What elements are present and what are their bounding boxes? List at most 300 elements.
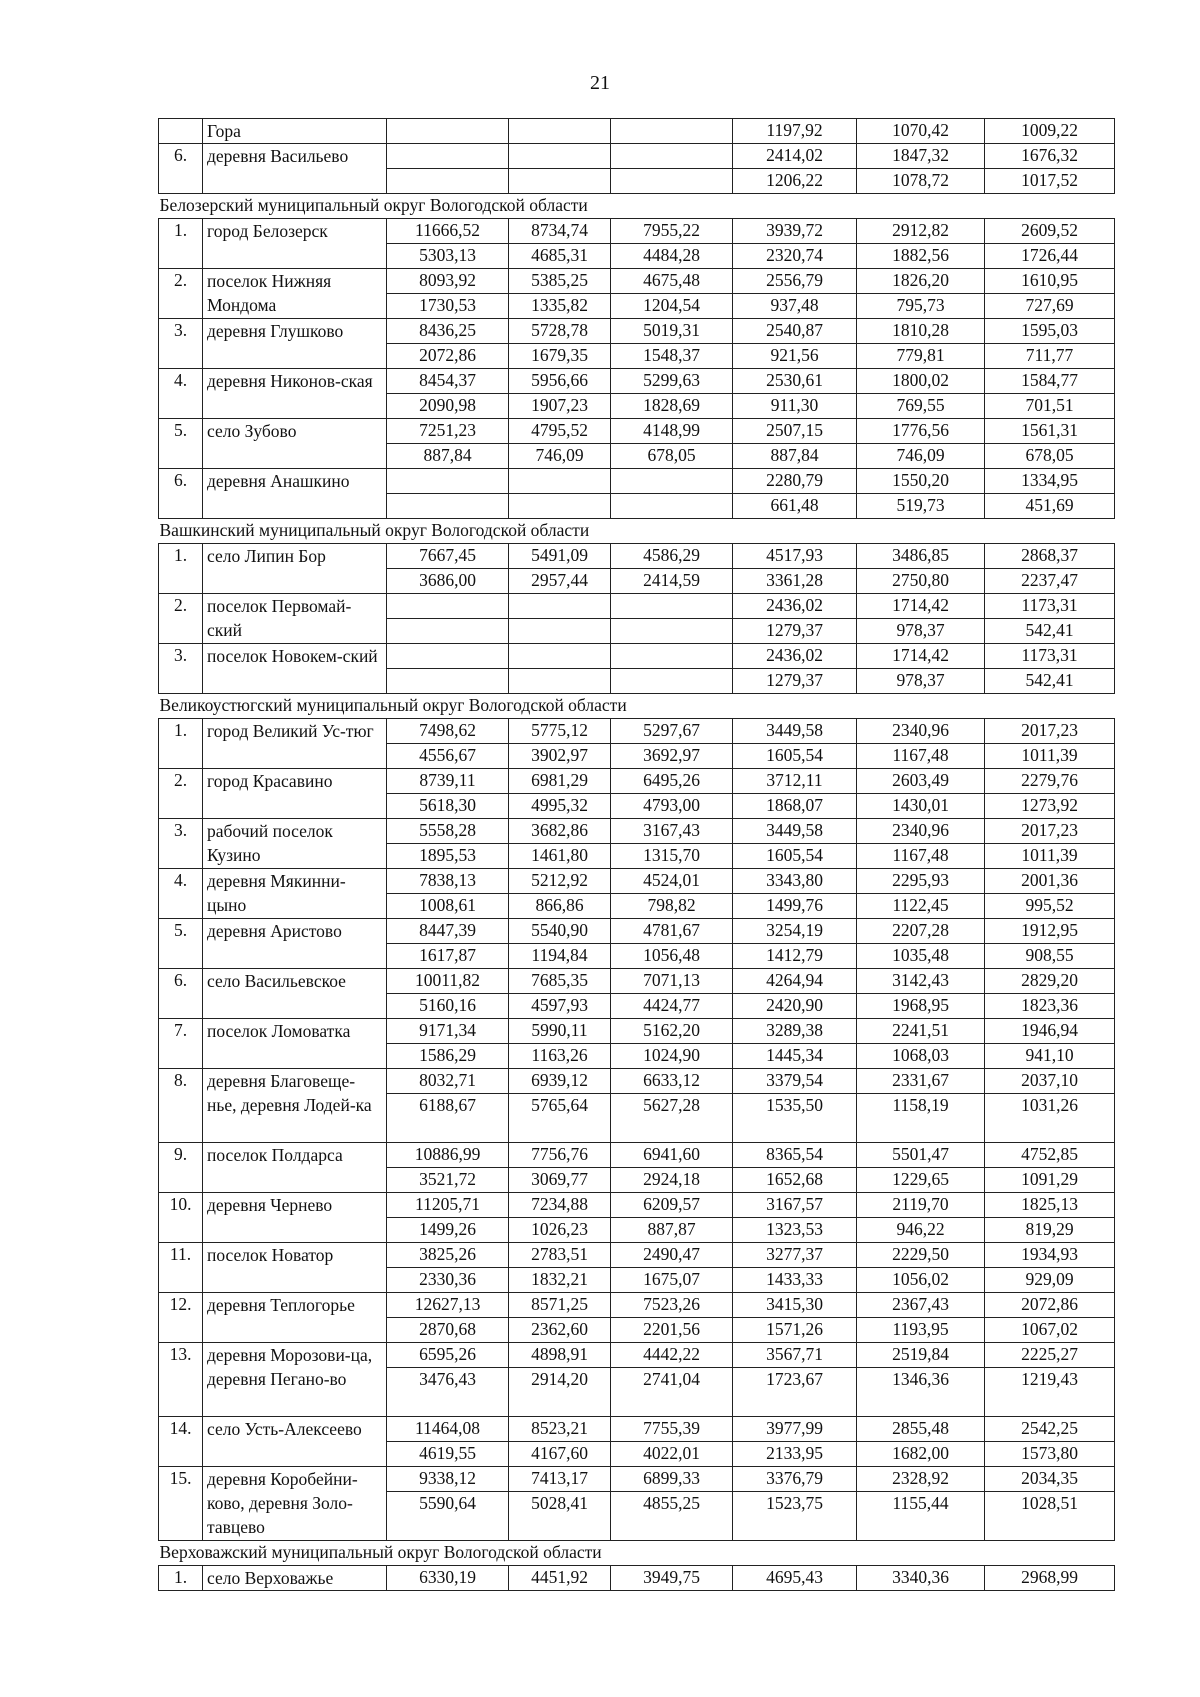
value-cell: 1868,07	[733, 794, 857, 819]
value-cell: 2414,02	[733, 144, 857, 169]
value-cell: 5627,28	[611, 1094, 733, 1143]
value-cell: 2133,95	[733, 1442, 857, 1467]
value-cell: 8454,37	[387, 369, 509, 394]
value-cell: 5212,92	[509, 869, 611, 894]
value-cell: 978,37	[857, 619, 985, 644]
value-cell: 10886,99	[387, 1143, 509, 1168]
value-cell: 3521,72	[387, 1168, 509, 1193]
value-cell: 10011,82	[387, 969, 509, 994]
value-cell: 1548,37	[611, 344, 733, 369]
row-number	[159, 119, 203, 144]
table-row	[159, 119, 1115, 144]
value-cell: 1882,56	[857, 244, 985, 269]
value-cell	[509, 169, 611, 194]
value-cell	[387, 494, 509, 519]
value-cell: 1026,23	[509, 1218, 611, 1243]
value-cell: 7498,62	[387, 719, 509, 744]
table-row	[159, 969, 1115, 994]
value-cell: 4442,22	[611, 1343, 733, 1368]
value-cell: 2279,76	[985, 769, 1115, 794]
settlement-name: деревня Анашкино	[203, 469, 387, 519]
value-cell: 3449,58	[733, 819, 857, 844]
value-cell: 7755,39	[611, 1417, 733, 1442]
value-cell: 911,30	[733, 394, 857, 419]
value-cell: 1173,31	[985, 594, 1115, 619]
value-cell: 2783,51	[509, 1243, 611, 1268]
value-cell: 5491,09	[509, 544, 611, 569]
table-row	[159, 1243, 1115, 1268]
value-cell: 1907,23	[509, 394, 611, 419]
value-cell: 2609,52	[985, 219, 1115, 244]
value-cell: 1550,20	[857, 469, 985, 494]
value-cell: 9171,34	[387, 1019, 509, 1044]
section-header-row	[159, 1541, 1115, 1566]
value-cell: 2603,49	[857, 769, 985, 794]
value-cell: 3977,99	[733, 1417, 857, 1442]
settlement-name: деревня Аристово	[203, 919, 387, 969]
value-cell: 2420,90	[733, 994, 857, 1019]
value-cell: 2237,47	[985, 569, 1115, 594]
value-cell: 3167,43	[611, 819, 733, 844]
settlement-name: деревня Мякинни-цыно	[203, 869, 387, 919]
value-cell: 11464,08	[387, 1417, 509, 1442]
value-cell: 1056,48	[611, 944, 733, 969]
value-cell: 2924,18	[611, 1168, 733, 1193]
value-cell: 946,22	[857, 1218, 985, 1243]
value-cell: 727,69	[985, 294, 1115, 319]
value-cell: 7756,76	[509, 1143, 611, 1168]
table-row	[159, 469, 1115, 494]
value-cell	[509, 144, 611, 169]
table-row	[159, 1417, 1115, 1442]
value-cell: 5728,78	[509, 319, 611, 344]
value-cell: 1173,31	[985, 644, 1115, 669]
value-cell: 2519,84	[857, 1343, 985, 1368]
value-cell: 2072,86	[985, 1293, 1115, 1318]
value-cell: 8523,21	[509, 1417, 611, 1442]
value-cell: 7685,35	[509, 969, 611, 994]
value-cell: 1035,48	[857, 944, 985, 969]
value-cell: 1067,02	[985, 1318, 1115, 1343]
value-cell: 6981,29	[509, 769, 611, 794]
value-cell: 6330,19	[387, 1566, 509, 1591]
value-cell: 3939,72	[733, 219, 857, 244]
value-cell: 2037,10	[985, 1069, 1115, 1094]
value-cell: 2201,56	[611, 1318, 733, 1343]
value-cell: 1315,70	[611, 844, 733, 869]
value-cell: 2741,04	[611, 1368, 733, 1417]
value-cell: 2912,82	[857, 219, 985, 244]
value-cell: 3142,43	[857, 969, 985, 994]
value-cell: 1445,34	[733, 1044, 857, 1069]
value-cell: 1017,52	[985, 169, 1115, 194]
value-cell: 2414,59	[611, 569, 733, 594]
row-number: 3.	[159, 319, 203, 369]
value-cell: 1912,95	[985, 919, 1115, 944]
settlement-name: поселок Новатор	[203, 1243, 387, 1293]
value-cell: 5765,64	[509, 1094, 611, 1143]
value-cell: 1810,28	[857, 319, 985, 344]
value-cell: 2855,48	[857, 1417, 985, 1442]
value-cell: 7523,26	[611, 1293, 733, 1318]
row-number: 4.	[159, 869, 203, 919]
value-cell: 1828,69	[611, 394, 733, 419]
page-number: 21	[590, 72, 610, 94]
value-cell: 3712,11	[733, 769, 857, 794]
settlement-name: город Белозерск	[203, 219, 387, 269]
value-cell: 1433,33	[733, 1268, 857, 1293]
value-cell: 678,05	[611, 444, 733, 469]
value-cell: 2507,15	[733, 419, 857, 444]
value-cell: 4167,60	[509, 1442, 611, 1467]
value-cell: 1204,54	[611, 294, 733, 319]
section-header-row	[159, 194, 1115, 219]
value-cell: 5540,90	[509, 919, 611, 944]
settlement-name: поселок Нижняя Мондома	[203, 269, 387, 319]
value-cell: 4695,43	[733, 1566, 857, 1591]
value-cell: 1561,31	[985, 419, 1115, 444]
settlement-name: деревня Коробейни-ково, деревня Золо-тавцево	[203, 1467, 387, 1541]
value-cell: 4424,77	[611, 994, 733, 1019]
value-cell: 4484,28	[611, 244, 733, 269]
value-cell: 2490,47	[611, 1243, 733, 1268]
table-row	[159, 419, 1115, 444]
value-cell: 1158,19	[857, 1094, 985, 1143]
value-cell: 1009,22	[985, 119, 1115, 144]
value-cell: 1430,01	[857, 794, 985, 819]
value-cell: 3167,57	[733, 1193, 857, 1218]
value-cell: 4781,67	[611, 919, 733, 944]
section-header-row	[159, 519, 1115, 544]
value-cell: 1605,54	[733, 744, 857, 769]
value-cell: 1676,32	[985, 144, 1115, 169]
value-cell: 4148,99	[611, 419, 733, 444]
value-cell: 4022,01	[611, 1442, 733, 1467]
value-cell	[611, 669, 733, 694]
value-cell: 5160,16	[387, 994, 509, 1019]
value-cell: 8734,74	[509, 219, 611, 244]
settlement-name: деревня Никонов-ская	[203, 369, 387, 419]
value-cell: 1412,79	[733, 944, 857, 969]
value-cell: 3361,28	[733, 569, 857, 594]
value-cell: 4556,67	[387, 744, 509, 769]
value-cell: 11205,71	[387, 1193, 509, 1218]
value-cell: 5558,28	[387, 819, 509, 844]
value-cell: 3449,58	[733, 719, 857, 744]
value-cell: 678,05	[985, 444, 1115, 469]
value-cell	[509, 494, 611, 519]
value-cell	[611, 119, 733, 144]
row-number: 11.	[159, 1243, 203, 1293]
value-cell: 542,41	[985, 619, 1115, 644]
value-cell: 978,37	[857, 669, 985, 694]
value-cell: 2034,35	[985, 1467, 1115, 1492]
value-cell	[509, 594, 611, 619]
value-cell	[611, 644, 733, 669]
row-number: 1.	[159, 544, 203, 594]
row-number: 10.	[159, 1193, 203, 1243]
table-row	[159, 1193, 1115, 1218]
value-cell: 2001,36	[985, 869, 1115, 894]
value-cell: 769,55	[857, 394, 985, 419]
value-cell: 6188,67	[387, 1094, 509, 1143]
value-cell: 1605,54	[733, 844, 857, 869]
value-cell: 941,10	[985, 1044, 1115, 1069]
value-cell: 887,87	[611, 1218, 733, 1243]
row-number: 1.	[159, 219, 203, 269]
value-cell: 1273,92	[985, 794, 1115, 819]
table-row	[159, 319, 1115, 344]
value-cell: 5299,63	[611, 369, 733, 394]
value-cell: 1499,76	[733, 894, 857, 919]
value-cell: 921,56	[733, 344, 857, 369]
value-cell: 2868,37	[985, 544, 1115, 569]
value-cell: 1679,35	[509, 344, 611, 369]
value-cell: 3376,79	[733, 1467, 857, 1492]
value-cell: 12627,13	[387, 1293, 509, 1318]
value-cell: 4855,25	[611, 1492, 733, 1541]
value-cell: 2017,23	[985, 719, 1115, 744]
value-cell: 1155,44	[857, 1492, 985, 1541]
value-cell: 4524,01	[611, 869, 733, 894]
value-cell: 5303,13	[387, 244, 509, 269]
value-cell: 5956,66	[509, 369, 611, 394]
value-cell: 1122,45	[857, 894, 985, 919]
settlement-name: поселок Полдарса	[203, 1143, 387, 1193]
value-cell	[387, 594, 509, 619]
value-cell: 1070,42	[857, 119, 985, 144]
value-cell: 1586,29	[387, 1044, 509, 1069]
value-cell	[387, 469, 509, 494]
value-cell: 6633,12	[611, 1069, 733, 1094]
settlement-name: село Зубово	[203, 419, 387, 469]
value-cell: 1206,22	[733, 169, 857, 194]
value-cell: 11666,52	[387, 219, 509, 244]
value-cell: 2295,93	[857, 869, 985, 894]
value-cell: 3682,86	[509, 819, 611, 844]
value-cell: 2090,98	[387, 394, 509, 419]
value-cell: 5618,30	[387, 794, 509, 819]
value-cell: 1675,07	[611, 1268, 733, 1293]
value-cell: 2530,61	[733, 369, 857, 394]
value-cell: 1776,56	[857, 419, 985, 444]
value-cell: 4619,55	[387, 1442, 509, 1467]
row-number: 2.	[159, 269, 203, 319]
value-cell: 1279,37	[733, 669, 857, 694]
value-cell: 2540,87	[733, 319, 857, 344]
value-cell: 2320,74	[733, 244, 857, 269]
value-cell: 2331,67	[857, 1069, 985, 1094]
row-number: 5.	[159, 419, 203, 469]
settlement-name: город Великий Ус-тюг	[203, 719, 387, 769]
value-cell: 3343,80	[733, 869, 857, 894]
value-cell	[509, 119, 611, 144]
value-cell: 1946,94	[985, 1019, 1115, 1044]
value-cell: 8032,71	[387, 1069, 509, 1094]
value-cell	[387, 619, 509, 644]
value-cell: 1825,13	[985, 1193, 1115, 1218]
value-cell: 1334,95	[985, 469, 1115, 494]
settlement-name: село Верховажье	[203, 1566, 387, 1591]
value-cell: 1523,75	[733, 1492, 857, 1541]
value-cell: 1323,53	[733, 1218, 857, 1243]
value-cell: 1895,53	[387, 844, 509, 869]
value-cell: 1584,77	[985, 369, 1115, 394]
settlement-name: деревня Морозови-ца, деревня Пегано-во	[203, 1343, 387, 1417]
table-row	[159, 1293, 1115, 1318]
value-cell: 1229,65	[857, 1168, 985, 1193]
value-cell: 1011,39	[985, 744, 1115, 769]
value-cell: 1461,80	[509, 844, 611, 869]
value-cell: 7251,23	[387, 419, 509, 444]
table-row	[159, 1467, 1115, 1492]
value-cell: 5028,41	[509, 1492, 611, 1541]
value-cell: 3415,30	[733, 1293, 857, 1318]
value-cell: 1535,50	[733, 1094, 857, 1143]
table-row	[159, 769, 1115, 794]
value-cell: 1595,03	[985, 319, 1115, 344]
value-cell: 2072,86	[387, 344, 509, 369]
value-cell: 451,69	[985, 494, 1115, 519]
row-number: 1.	[159, 719, 203, 769]
value-cell: 937,48	[733, 294, 857, 319]
value-cell: 2340,96	[857, 719, 985, 744]
row-number: 3.	[159, 819, 203, 869]
value-cell	[509, 619, 611, 644]
value-cell: 1823,36	[985, 994, 1115, 1019]
value-cell: 1078,72	[857, 169, 985, 194]
value-cell: 2119,70	[857, 1193, 985, 1218]
value-cell: 1024,90	[611, 1044, 733, 1069]
value-cell: 2367,43	[857, 1293, 985, 1318]
value-cell: 3277,37	[733, 1243, 857, 1268]
settlement-name: поселок Первомай-ский	[203, 594, 387, 644]
value-cell: 1617,87	[387, 944, 509, 969]
row-number: 3.	[159, 644, 203, 694]
row-number: 4.	[159, 369, 203, 419]
value-cell: 8436,25	[387, 319, 509, 344]
value-cell: 3486,85	[857, 544, 985, 569]
table-row	[159, 819, 1115, 844]
value-cell: 1934,93	[985, 1243, 1115, 1268]
value-cell: 3069,77	[509, 1168, 611, 1193]
table-row	[159, 1143, 1115, 1168]
value-cell: 1730,53	[387, 294, 509, 319]
value-cell: 1714,42	[857, 594, 985, 619]
value-cell: 1011,39	[985, 844, 1115, 869]
value-cell: 9338,12	[387, 1467, 509, 1492]
value-cell: 8739,11	[387, 769, 509, 794]
value-cell: 1197,92	[733, 119, 857, 144]
value-cell: 1968,95	[857, 994, 985, 1019]
value-cell: 3340,36	[857, 1566, 985, 1591]
value-cell: 1279,37	[733, 619, 857, 644]
value-cell: 1714,42	[857, 644, 985, 669]
value-cell: 1610,95	[985, 269, 1115, 294]
row-number: 6.	[159, 969, 203, 1019]
value-cell: 2017,23	[985, 819, 1115, 844]
settlement-name: поселок Новокем-ский	[203, 644, 387, 694]
table-row	[159, 1343, 1115, 1368]
value-cell	[611, 144, 733, 169]
value-cell: 2750,80	[857, 569, 985, 594]
row-number: 13.	[159, 1343, 203, 1417]
value-cell: 1163,26	[509, 1044, 611, 1069]
value-cell: 4795,52	[509, 419, 611, 444]
tariff-table	[158, 118, 1115, 1591]
value-cell: 1847,32	[857, 144, 985, 169]
table-row	[159, 369, 1115, 394]
value-cell: 2340,96	[857, 819, 985, 844]
value-cell: 5990,11	[509, 1019, 611, 1044]
value-cell	[509, 469, 611, 494]
row-number: 7.	[159, 1019, 203, 1069]
value-cell: 2542,25	[985, 1417, 1115, 1442]
value-cell	[387, 644, 509, 669]
value-cell: 1028,51	[985, 1492, 1115, 1541]
value-cell: 3902,97	[509, 744, 611, 769]
value-cell: 711,77	[985, 344, 1115, 369]
value-cell: 1335,82	[509, 294, 611, 319]
value-cell: 4898,91	[509, 1343, 611, 1368]
settlement-name: село Васильевское	[203, 969, 387, 1019]
table-row	[159, 869, 1115, 894]
row-number: 5.	[159, 919, 203, 969]
settlement-name: село Липин Бор	[203, 544, 387, 594]
value-cell: 1193,95	[857, 1318, 985, 1343]
value-cell: 3692,97	[611, 744, 733, 769]
value-cell: 661,48	[733, 494, 857, 519]
value-cell: 3567,71	[733, 1343, 857, 1368]
section-title: Вашкинский муниципальный округ Вологодской области	[159, 519, 1115, 544]
value-cell: 6939,12	[509, 1069, 611, 1094]
value-cell: 7234,88	[509, 1193, 611, 1218]
value-cell: 2362,60	[509, 1318, 611, 1343]
value-cell: 8093,92	[387, 269, 509, 294]
section-title: Верховажский муниципальный округ Вологодской области	[159, 1541, 1115, 1566]
value-cell: 1800,02	[857, 369, 985, 394]
settlement-name: село Усть-Алексеево	[203, 1417, 387, 1467]
value-cell	[387, 119, 509, 144]
value-cell: 3476,43	[387, 1368, 509, 1417]
value-cell	[611, 594, 733, 619]
settlement-name: деревня Теплогорье	[203, 1293, 387, 1343]
table-row	[159, 719, 1115, 744]
value-cell: 908,55	[985, 944, 1115, 969]
settlement-name: город Красавино	[203, 769, 387, 819]
value-cell: 866,86	[509, 894, 611, 919]
value-cell	[387, 169, 509, 194]
value-cell: 8571,25	[509, 1293, 611, 1318]
value-cell: 2280,79	[733, 469, 857, 494]
value-cell: 2556,79	[733, 269, 857, 294]
value-cell: 3686,00	[387, 569, 509, 594]
value-cell: 5019,31	[611, 319, 733, 344]
row-number: 1.	[159, 1566, 203, 1591]
value-cell: 1194,84	[509, 944, 611, 969]
value-cell: 1346,36	[857, 1368, 985, 1417]
section-title: Белозерский муниципальный округ Вологодской области	[159, 194, 1115, 219]
value-cell: 819,29	[985, 1218, 1115, 1243]
table-row	[159, 1019, 1115, 1044]
value-cell: 779,81	[857, 344, 985, 369]
row-number: 12.	[159, 1293, 203, 1343]
value-cell	[509, 644, 611, 669]
value-cell: 995,52	[985, 894, 1115, 919]
value-cell: 8365,54	[733, 1143, 857, 1168]
row-number: 9.	[159, 1143, 203, 1193]
value-cell: 5385,25	[509, 269, 611, 294]
